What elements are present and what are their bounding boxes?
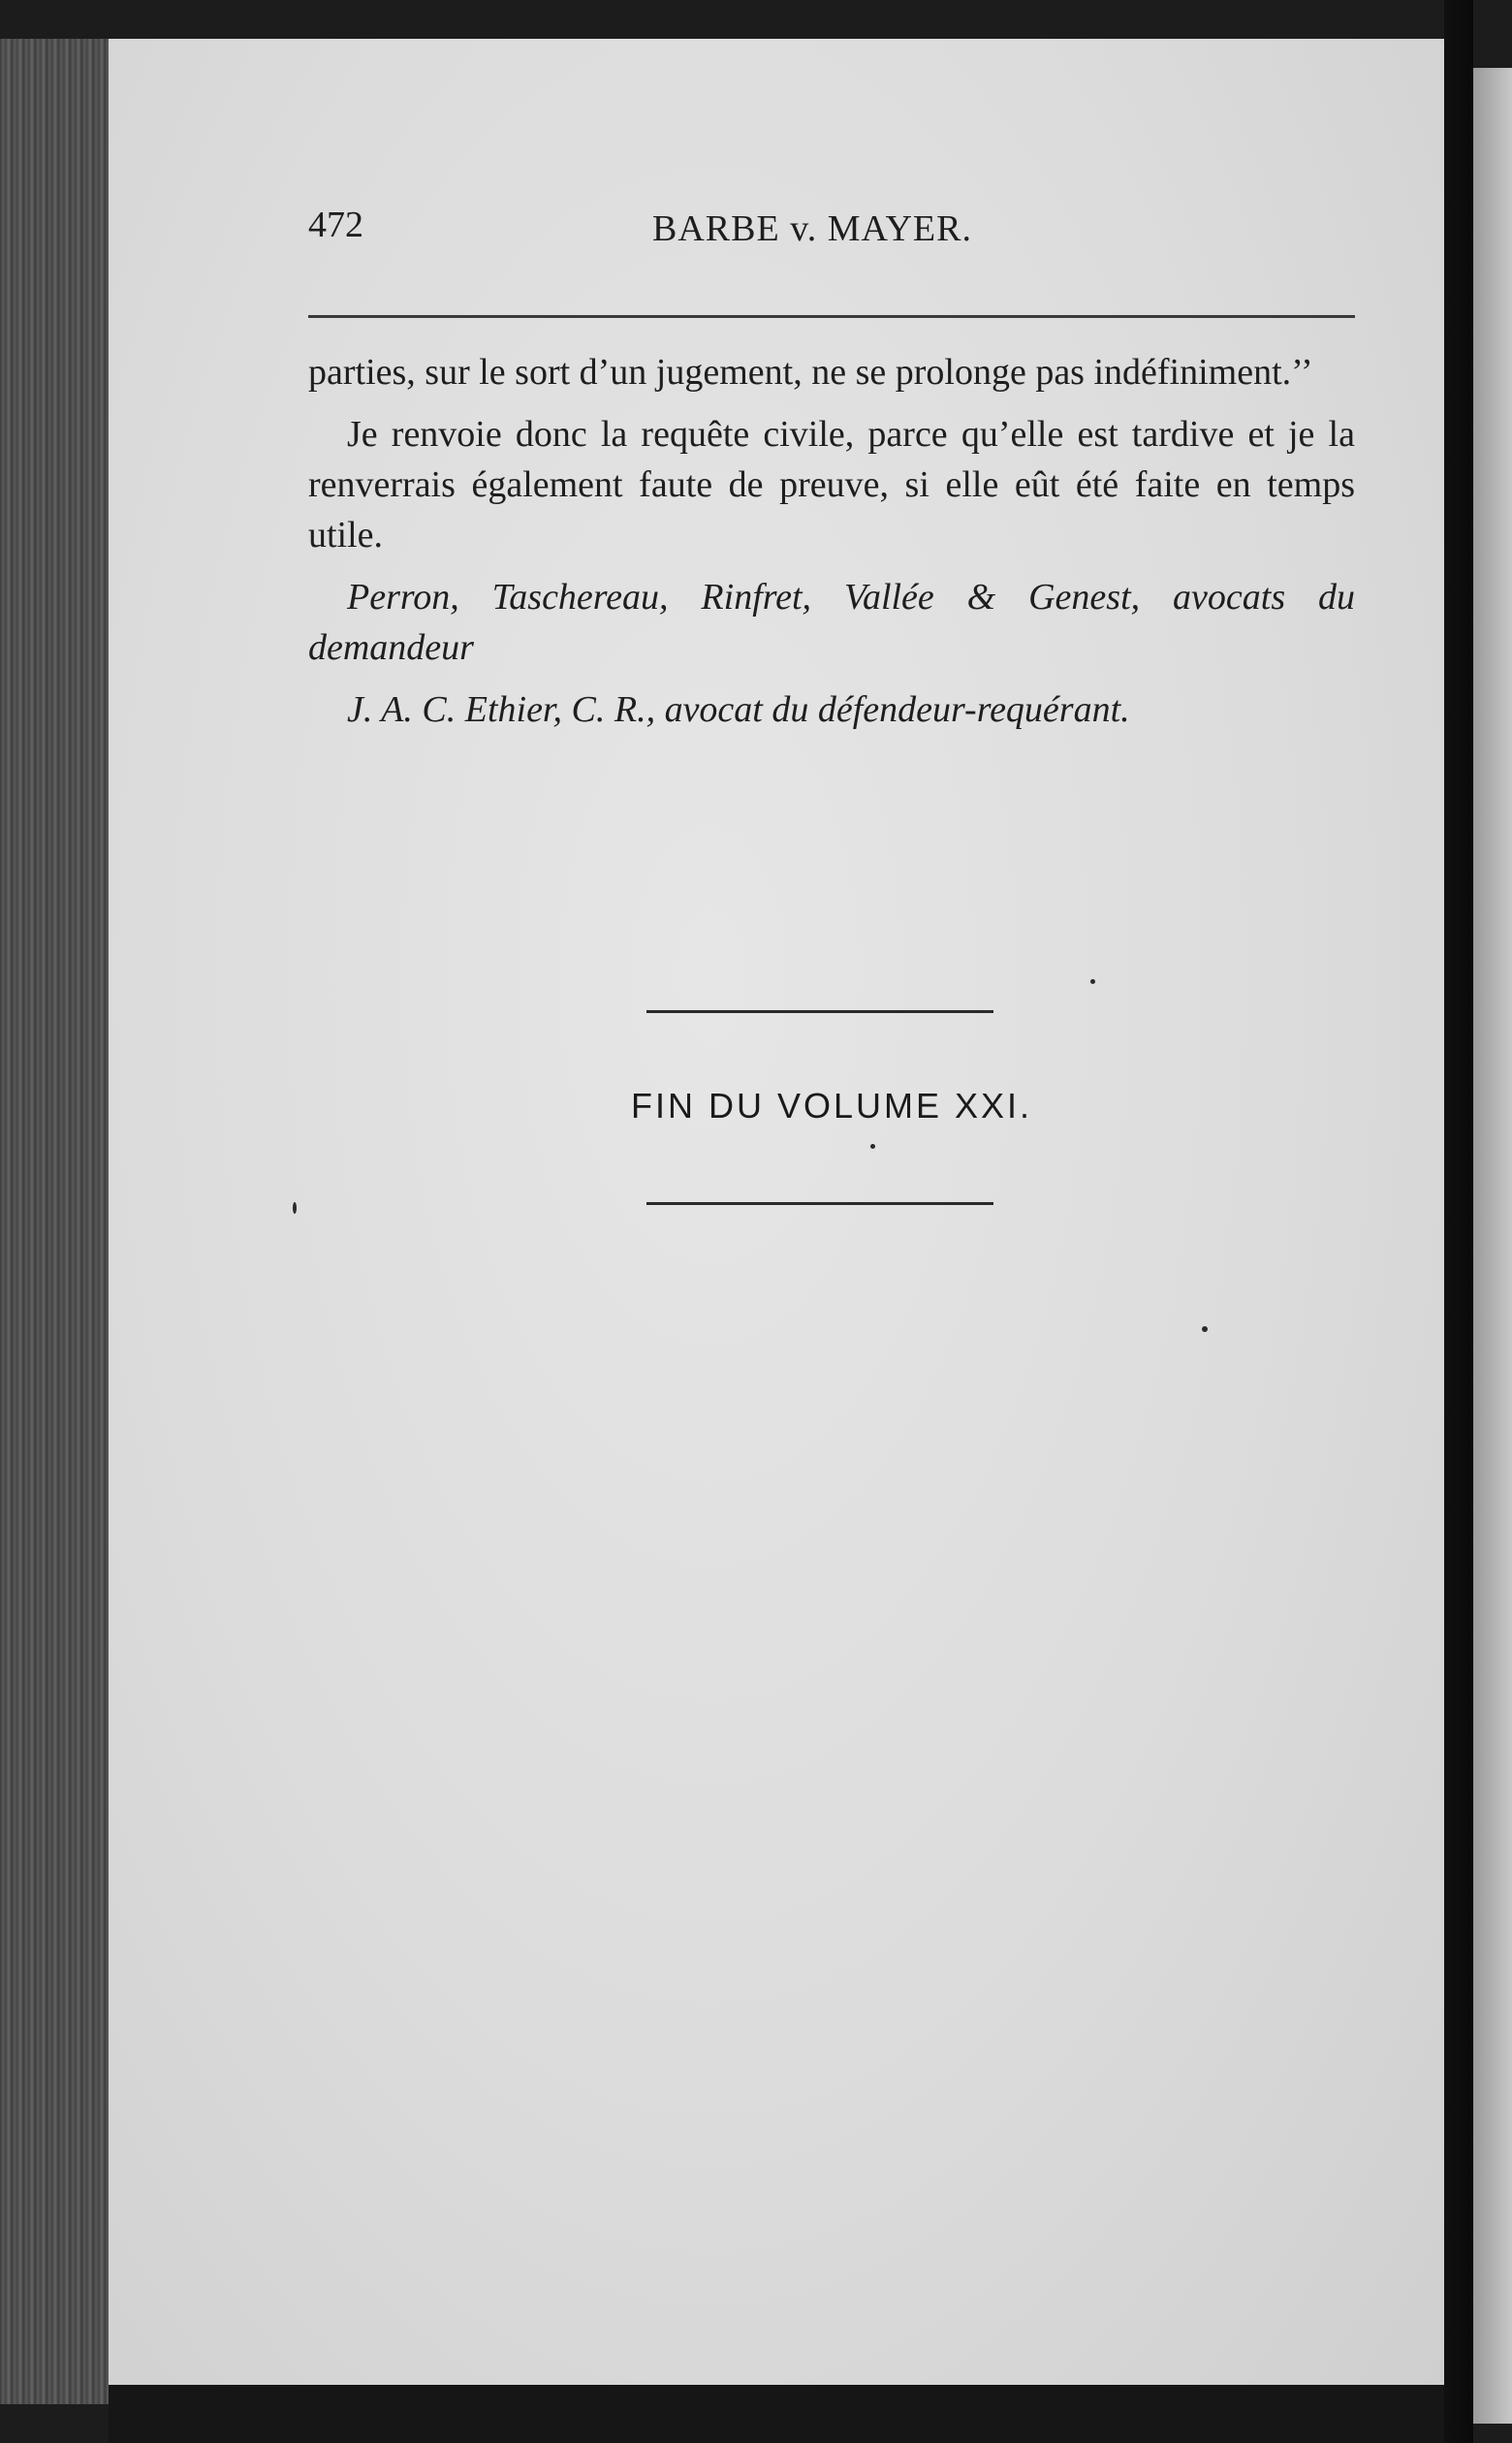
page-bottom-edge [109,2385,1444,2443]
book-gutter [1444,0,1473,2443]
body-text [308,347,1355,746]
page-header [308,204,1355,262]
counsel-plaintiff: Perron, Taschereau, Rinfret, Vallée & Genest, avocats du demandeur [308,577,1355,668]
end-of-volume-title: FIN DU VOLUME XXI. [630,1086,1033,1126]
counsel-defendant: J. A. C. Ethier, C. R., avocat du défendeur-requérant. [347,689,1130,730]
end-rule-bottom [646,1202,993,1205]
print-speck [1202,1326,1208,1332]
running-head: BARBE v. MAYER. [652,208,972,249]
end-rule-top [646,1010,993,1013]
header-rule [308,315,1355,318]
page-number: 472 [308,205,363,245]
print-speck [1090,979,1095,984]
book-page-edges [0,39,115,2404]
paragraph-judgment: Je renvoie donc la requête civile, parce qu’elle est tardive et je la renverrais également faute de preuve, si elle eût été faite en temps utile. [308,414,1355,555]
facing-page-edge [1473,68,1512,2424]
paragraph-continuation: parties, sur le sort d’un jugement, ne se prolonge pas indéfiniment.’’ [308,352,1313,393]
print-speck [870,1144,875,1149]
print-speck [293,1202,297,1214]
